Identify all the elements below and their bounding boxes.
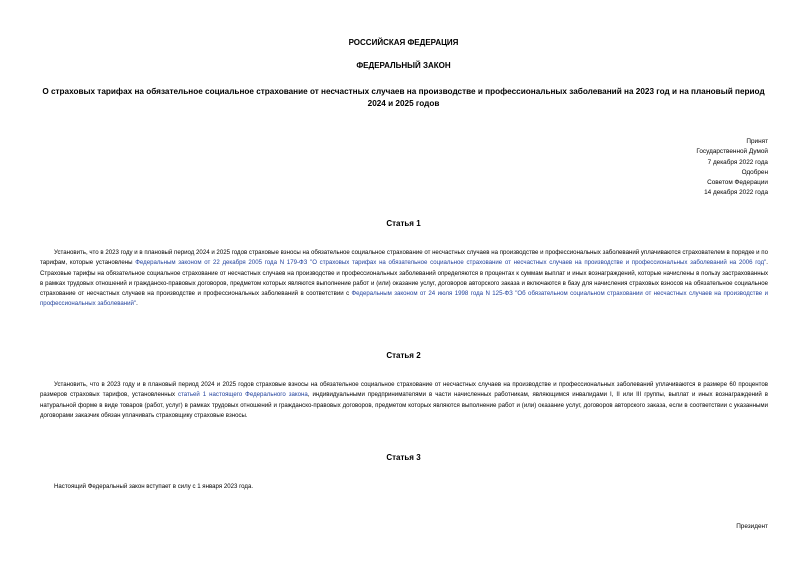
adoption-line: Принят	[746, 138, 768, 145]
president-signature-label: Президент	[736, 523, 768, 530]
law-title: О страховых тарифах на обязательное социальное страхование от несчастных случаев на производстве и профессиональных заболеваний на 2023 год и на плановый период 2024 и 2025 годов	[42, 87, 765, 108]
article-1-text	[40, 248, 768, 310]
article-1-text-a: Установить, что в 2023 году и в плановый период 2024 и 2025 годов страховые взносы на обязательное социальное страхование от несчастных случаев на производстве и профессиональных заболеваний уплачиваются страхователем в порядке и по тарифам, которые установлены	[40, 249, 768, 267]
article-1-heading: Статья 1	[386, 219, 421, 228]
country-heading: РОССИЙСКАЯ ФЕДЕРАЦИЯ	[348, 38, 459, 47]
adoption-line: 7 декабря 2022 года	[707, 158, 768, 166]
adoption-block	[696, 137, 768, 199]
article-1-text-b: . Страховые тарифы на обязательное социальное страхование от несчастных случаев на производстве и профессиональных заболеваний определяются в процентах к суммам выплат и иных вознаграждений, которые начислены в пользу застрахованных в рамках трудовых отношений и гражданско-правовых договоров, предметом которых являются выполнение работ и (или) оказание услуг, договоров авторского заказа и включаются в базу для начисления страховых взносов на обязательное социальное страхование от несчастных случаев на производстве и профессиональных заболеваний в соответствии с	[40, 259, 768, 298]
article-3-text-content: Настоящий Федеральный закон вступает в силу с 1 января 2023 года.	[54, 483, 254, 490]
law-179fz-link[interactable]: Федеральным законом от 22 декабря 2005 года N 179-ФЗ "О страховых тарифах на обязательное социальное страхование от несчастных случаев на производстве и профессиональных заболеваний на 2006 год"	[135, 259, 767, 267]
article-2-text-b: , индивидуальными предпринимателями в части начисленных работникам, являющимся инвалидами I, II или III группы, выплат и иных вознаграждений в натуральной форме в виде товаров (работ, услуг) в рамках трудовых отношений и гражданско-правовых договоров, предметом которых являются выполнение работ и (или) оказание услуг, договоров авторского заказа, если в соответствии с указанными договорами заказчик обязан уплачивать страховщику страховые взносы.	[40, 391, 768, 419]
article-1-text-c: .	[136, 300, 138, 308]
adoption-line: Советом Федерации	[707, 179, 768, 187]
adoption-line: Одобрен	[741, 168, 768, 176]
article-2-text-a: Установить, что в 2023 году и в плановый период 2024 и 2025 годов страховые взносы на обязательное социальное страхование от несчастных случаев на производстве и профессиональных заболеваний уплачиваются в размере 60 процентов размеров страховых тарифов, установленных	[40, 381, 768, 399]
adoption-line: Государственной Думой	[696, 148, 768, 156]
article-1-reference-link[interactable]: статьей 1 настоящего Федерального закона	[178, 391, 308, 399]
adoption-line: 14 декабря 2022 года	[704, 189, 768, 197]
law-125fz-link[interactable]: Федеральным законом от 24 июля 1998 года N 125-ФЗ "Об обязательном социальном страховании от несчастных случаев на производстве и профессиональных заболеваний"	[40, 290, 768, 308]
article-3-heading: Статья 3	[386, 453, 421, 462]
document-type-heading: ФЕДЕРАЛЬНЫЙ ЗАКОН	[356, 61, 451, 70]
article-3-text	[40, 482, 768, 492]
article-2-text	[40, 380, 768, 421]
article-2-heading: Статья 2	[386, 351, 421, 360]
